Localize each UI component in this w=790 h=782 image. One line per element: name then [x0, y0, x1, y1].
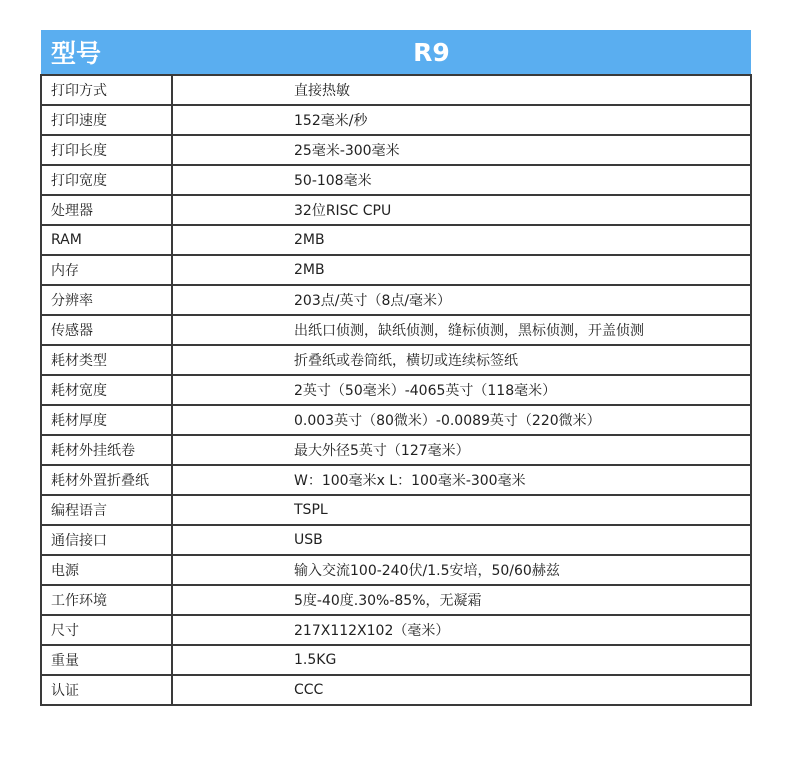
spec-value: W：100毫米x L：100毫米-300毫米: [172, 465, 751, 495]
model-name: R9: [172, 30, 751, 75]
table-row: [41, 495, 751, 525]
table-row: [41, 675, 751, 705]
spec-value: 2MB: [172, 255, 751, 285]
spec-value: 25毫米-300毫米: [172, 135, 751, 165]
table-row: [41, 195, 751, 225]
table-header-row: [41, 30, 751, 75]
spec-value: 217X112X102（毫米）: [172, 615, 751, 645]
table-row: [41, 105, 751, 135]
spec-key: 通信接口: [41, 525, 172, 555]
spec-value: 50-108毫米: [172, 165, 751, 195]
spec-key: 尺寸: [41, 615, 172, 645]
spec-key: 打印方式: [41, 75, 172, 105]
spec-key: 分辨率: [41, 285, 172, 315]
table-row: [41, 345, 751, 375]
spec-value: 2MB: [172, 225, 751, 255]
spec-key: 耗材类型: [41, 345, 172, 375]
spec-key: 处理器: [41, 195, 172, 225]
table-row: [41, 525, 751, 555]
table-row: [41, 75, 751, 105]
table-row: [41, 285, 751, 315]
table-row: [41, 165, 751, 195]
spec-value: 5度-40度.30%-85%，无凝霜: [172, 585, 751, 615]
table-row: [41, 315, 751, 345]
spec-value: 32位RISC CPU: [172, 195, 751, 225]
spec-value: CCC: [172, 675, 751, 705]
spec-value: 最大外径5英寸（127毫米）: [172, 435, 751, 465]
table-row: [41, 585, 751, 615]
spec-value: USB: [172, 525, 751, 555]
spec-key: 耗材外置折叠纸: [41, 465, 172, 495]
spec-key: 打印速度: [41, 105, 172, 135]
spec-value: 输入交流100-240伏/1.5安培，50/60赫兹: [172, 555, 751, 585]
spec-table: [40, 30, 752, 706]
spec-key: 重量: [41, 645, 172, 675]
spec-key: 编程语言: [41, 495, 172, 525]
spec-value: 折叠纸或卷筒纸，横切或连续标签纸: [172, 345, 751, 375]
spec-key: RAM: [41, 225, 172, 255]
spec-value: 出纸口侦测，缺纸侦测，缝标侦测，黑标侦测，开盖侦测: [172, 315, 751, 345]
spec-key: 打印宽度: [41, 165, 172, 195]
spec-value: 直接热敏: [172, 75, 751, 105]
spec-key: 耗材厚度: [41, 405, 172, 435]
spec-value: 0.003英寸（80微米）-0.0089英寸（220微米）: [172, 405, 751, 435]
model-label: 型号: [41, 30, 172, 75]
table-row: [41, 615, 751, 645]
table-row: [41, 375, 751, 405]
spec-key: 传感器: [41, 315, 172, 345]
spec-key: 耗材宽度: [41, 375, 172, 405]
table-row: [41, 645, 751, 675]
spec-value: 203点/英寸（8点/毫米）: [172, 285, 751, 315]
table-row: [41, 225, 751, 255]
table-row: [41, 435, 751, 465]
spec-key: 耗材外挂纸卷: [41, 435, 172, 465]
spec-key: 打印长度: [41, 135, 172, 165]
spec-value: TSPL: [172, 495, 751, 525]
table-row: [41, 405, 751, 435]
spec-value: 2英寸（50毫米）-4065英寸（118毫米）: [172, 375, 751, 405]
spec-key: 工作环境: [41, 585, 172, 615]
table-row: [41, 135, 751, 165]
table-row: [41, 255, 751, 285]
spec-value: 152毫米/秒: [172, 105, 751, 135]
spec-key: 电源: [41, 555, 172, 585]
spec-value: 1.5KG: [172, 645, 751, 675]
spec-key: 内存: [41, 255, 172, 285]
table-row: [41, 465, 751, 495]
spec-key: 认证: [41, 675, 172, 705]
table-row: [41, 555, 751, 585]
